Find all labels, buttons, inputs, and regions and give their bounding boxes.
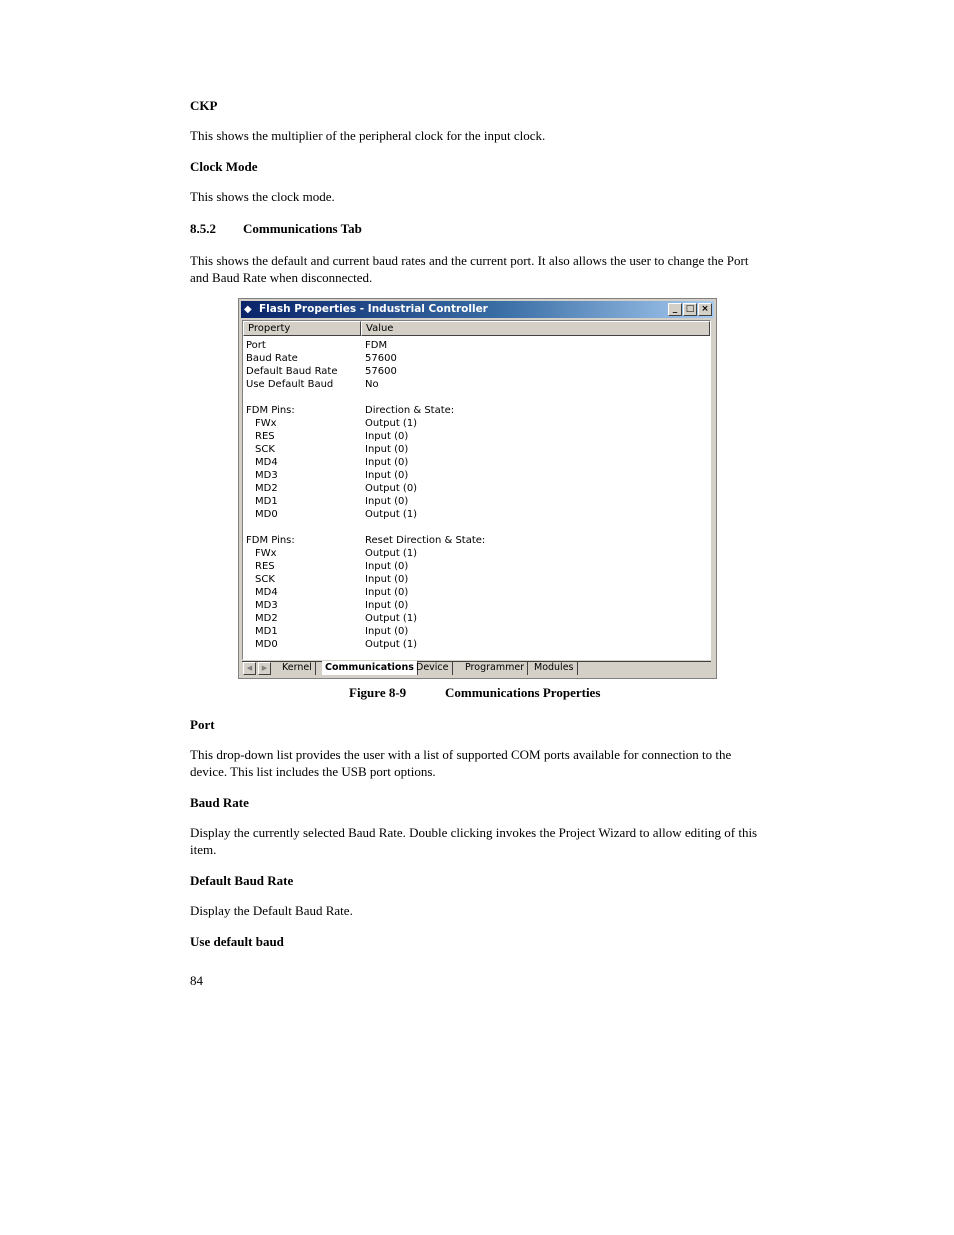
list-item[interactable]	[243, 391, 710, 404]
app-icon: ◆	[244, 304, 252, 315]
list-item[interactable]	[243, 443, 710, 456]
property-value: FDM	[365, 340, 388, 351]
figure-title: Communications Properties	[445, 685, 601, 700]
tab-device[interactable]: Device	[413, 661, 453, 675]
list-item[interactable]	[243, 404, 710, 417]
window-titlebar[interactable]	[241, 301, 714, 318]
column-header-property[interactable]: Property	[243, 321, 361, 336]
tab-kernel[interactable]: Kernel	[279, 661, 316, 675]
tab-scroll-left-icon[interactable]: ◀	[243, 662, 256, 675]
property-name: SCK	[255, 574, 275, 585]
property-name: Default Baud Rate	[246, 366, 338, 377]
clock-mode-text: This shows the clock mode.	[190, 189, 335, 204]
property-value: Input (0)	[365, 626, 409, 637]
list-item[interactable]	[243, 430, 710, 443]
property-name: MD4	[255, 587, 278, 598]
property-name: MD2	[255, 613, 278, 624]
tab-programmer[interactable]: Programmer	[462, 661, 528, 675]
section-number: 8.5.2	[190, 221, 216, 236]
column-header-value[interactable]: Value	[361, 321, 710, 336]
properties-list[interactable]	[242, 320, 711, 660]
property-value: Reset Direction & State:	[365, 535, 486, 546]
maximize-button[interactable]: □	[683, 303, 697, 316]
property-name: Baud Rate	[246, 353, 298, 364]
figure-caption	[349, 685, 600, 701]
property-value: Input (0)	[365, 470, 409, 481]
property-name: RES	[255, 431, 275, 442]
minimize-button[interactable]: _	[668, 303, 682, 316]
ckp-text: This shows the multiplier of the peripheral clock for the input clock.	[190, 128, 546, 143]
property-name: MD0	[255, 509, 278, 520]
list-item[interactable]	[243, 417, 710, 430]
use-default-baud-heading: Use default baud	[190, 934, 284, 949]
property-value: 57600	[365, 353, 397, 364]
list-item[interactable]	[243, 495, 710, 508]
property-value: Input (0)	[365, 574, 409, 585]
list-item[interactable]	[243, 469, 710, 482]
property-name: SCK	[255, 444, 275, 455]
property-name: RES	[255, 561, 275, 572]
property-value: Input (0)	[365, 444, 409, 455]
property-name: FDM Pins:	[246, 535, 295, 546]
property-value: Input (0)	[365, 496, 409, 507]
property-name: Port	[246, 340, 266, 351]
close-button[interactable]: ×	[698, 303, 712, 316]
list-item[interactable]	[243, 378, 710, 391]
flash-properties-window	[238, 298, 717, 679]
tab-scroll-right-icon[interactable]: ▶	[258, 662, 271, 675]
property-value: Output (1)	[365, 418, 418, 429]
tab-modules[interactable]: Modules	[531, 661, 578, 675]
property-name: MD3	[255, 600, 278, 611]
list-item[interactable]	[243, 586, 710, 599]
section-heading	[190, 221, 362, 237]
baud-rate-heading: Baud Rate	[190, 795, 249, 810]
property-name: MD1	[255, 496, 278, 507]
list-item[interactable]	[243, 521, 710, 534]
property-value: Output (0)	[365, 483, 418, 494]
list-item[interactable]	[243, 534, 710, 547]
properties-rows	[243, 339, 710, 651]
section-title: Communications Tab	[243, 221, 362, 236]
property-value: 57600	[365, 366, 397, 377]
list-item[interactable]	[243, 482, 710, 495]
property-value: Input (0)	[365, 457, 409, 468]
property-value: Direction & State:	[365, 405, 455, 416]
list-item[interactable]	[243, 508, 710, 521]
figure-number: Figure 8-9	[349, 685, 407, 700]
property-value: Input (0)	[365, 561, 409, 572]
default-baud-text: Display the Default Baud Rate.	[190, 903, 353, 918]
page-number: 84	[190, 973, 203, 988]
port-text: This drop-down list provides the user with a list of supported COM ports available for connection to the device. This list includes the USB port options.	[190, 747, 732, 779]
property-name: FDM Pins:	[246, 405, 295, 416]
property-value: Input (0)	[365, 431, 409, 442]
port-heading: Port	[190, 717, 215, 732]
property-name: MD2	[255, 483, 278, 494]
property-name: MD1	[255, 626, 278, 637]
property-value: Output (1)	[365, 509, 418, 520]
property-name: FWx	[255, 548, 277, 559]
list-item[interactable]	[243, 625, 710, 638]
property-value: Input (0)	[365, 587, 409, 598]
property-name: Use Default Baud	[246, 379, 334, 390]
baud-rate-text: Display the currently selected Baud Rate. Double clicking invokes the Project Wizard to allow editing of this item.	[190, 825, 758, 857]
list-item[interactable]	[243, 547, 710, 560]
property-name: MD0	[255, 639, 278, 650]
default-baud-heading: Default Baud Rate	[190, 873, 294, 888]
tab-bar	[242, 661, 711, 676]
list-item[interactable]	[243, 456, 710, 469]
window-title: Flash Properties - Industrial Controller	[259, 303, 488, 315]
comm-tab-text: This shows the default and current baud rates and the current port. It also allows the user to change the Port and Baud Rate when disconnected.	[190, 253, 749, 285]
property-value: No	[365, 379, 379, 390]
list-item[interactable]	[243, 638, 710, 651]
property-name: MD3	[255, 470, 278, 481]
list-item[interactable]	[243, 560, 710, 573]
list-item[interactable]	[243, 573, 710, 586]
list-item[interactable]	[243, 599, 710, 612]
ckp-heading: CKP	[190, 98, 218, 113]
property-name: MD4	[255, 457, 278, 468]
property-value: Output (1)	[365, 639, 418, 650]
property-value: Input (0)	[365, 600, 409, 611]
property-value: Output (1)	[365, 548, 418, 559]
list-item[interactable]	[243, 352, 710, 365]
list-item[interactable]	[243, 365, 710, 378]
property-name: FWx	[255, 418, 277, 429]
list-item[interactable]	[243, 612, 710, 625]
tab-communications[interactable]: Communications	[322, 661, 418, 675]
clock-mode-heading: Clock Mode	[190, 159, 258, 174]
property-value: Output (1)	[365, 613, 418, 624]
list-item[interactable]	[243, 339, 710, 352]
